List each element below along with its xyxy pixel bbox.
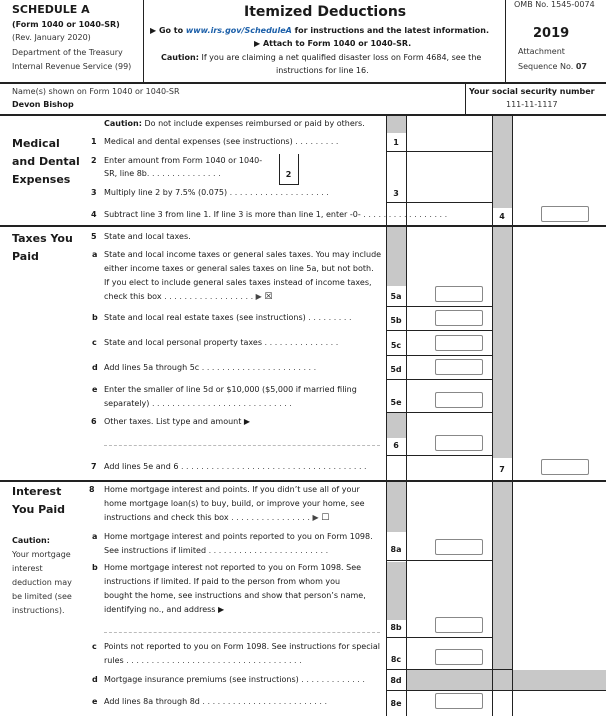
line-5a-text-2: either income taxes or general sales taxes on line 5a, but not both. [104, 264, 374, 273]
line-7-dots: . . . . . . . . . . . . . . . . . . . . . . . . . . . . . . . . . . . . . [178, 462, 367, 471]
line-8e-amount-input[interactable] [435, 693, 483, 709]
line-3-number: 3 [91, 188, 97, 197]
line-5b-label [104, 311, 352, 325]
line-5c-label [104, 336, 338, 350]
line-8d-dots: . . . . . . . . . . . . . [298, 675, 365, 684]
line-8b-text-2: instructions if limited. If paid to the person from whom you [104, 577, 341, 586]
line-8e-dots: . . . . . . . . . . . . . . . . . . . . . . . . . [199, 697, 328, 706]
interest-title-2: You Paid [12, 503, 66, 516]
sequence-label [518, 60, 587, 74]
line-5d-letter: d [92, 363, 98, 372]
line-7-number: 7 [91, 462, 97, 471]
form-reference: (Form 1040 or 1040-SR) [12, 20, 120, 29]
line-2-box-right [298, 154, 299, 184]
line-6-number: 6 [91, 417, 97, 426]
line-5d-dots: . . . . . . . . . . . . . . . . . . . . . . . [199, 363, 317, 372]
line-3-label [104, 186, 329, 200]
line-2-text: SR, line 8b [104, 169, 147, 178]
line-5e-text-2 [104, 397, 292, 411]
line-8c-letter: c [92, 642, 97, 651]
schedule-label: SCHEDULE A [12, 3, 90, 16]
line-8c-text-2 [104, 654, 302, 668]
line-5-number: 5 [91, 232, 97, 241]
form-header [0, 0, 606, 82]
line-8c-amount-input[interactable] [435, 649, 483, 665]
interest-caution-3: deduction may [12, 578, 72, 587]
line-5b-letter: b [92, 313, 98, 322]
mortgage-limit-checkbox[interactable]: ☐ [321, 513, 330, 523]
line-1-text: Medical and dental expenses (see instructions) [104, 137, 293, 146]
rule-8a [386, 560, 492, 561]
line-5a-text-1: State and local income taxes or general sales taxes. You may include [104, 250, 382, 259]
line-3-box-label: 3 [393, 189, 399, 198]
header-caution-text: If you are claiming a net qualified disaster loss on Form 4684, see the [198, 53, 482, 62]
inner-gray-column-mid [386, 226, 406, 286]
attachment-label: Attachment [518, 47, 565, 56]
line-2-label-b [104, 167, 221, 181]
line-8c-text-1: Points not reported to you on Form 1098. See instructions for special [104, 642, 380, 651]
line-8b-box-label: 8b [390, 623, 402, 632]
line-5a-check-text: check this box [104, 292, 162, 301]
line-3-dots: . . . . . . . . . . . . . . . . . . . . [227, 188, 329, 197]
taxes-title-2: Paid [12, 250, 39, 263]
line-8a-text: See instructions if limited [104, 546, 207, 555]
line-5c-dots: . . . . . . . . . . . . . . . [262, 338, 339, 347]
rule-1 [386, 151, 492, 152]
line-8a-text-1: Home mortgage interest and points reported to you on Form 1098. [104, 532, 373, 541]
line-5c-text: State and local personal property taxes [104, 338, 262, 347]
medical-title-3: Expenses [12, 173, 71, 186]
line-8-check-text: instructions and check this box [104, 513, 229, 522]
line-6-label: Other taxes. List type and amount ▶ [104, 417, 251, 426]
omb-number: OMB No. 1545-0074 [514, 0, 595, 9]
line-3-text: Multiply line 2 by 7.5% (0.075) [104, 188, 228, 197]
medical-title-2: and Dental [12, 155, 80, 168]
header-divider-right [505, 0, 506, 82]
interest-caution-4: be limited (see [12, 592, 72, 601]
taxes-bottom-rule [0, 480, 606, 482]
line-5c-amount-input[interactable] [435, 335, 483, 351]
header-caution-line2: instructions for line 16. [276, 66, 369, 75]
form-title: Itemized Deductions [244, 4, 407, 20]
line-5c-letter: c [92, 338, 97, 347]
line-5e-letter: e [92, 385, 98, 394]
line-8-dots: . . . . . . . . . . . . . . . . ▶ [228, 513, 319, 522]
line-5b-box-label: 5b [390, 316, 402, 325]
rule-5c [386, 355, 492, 356]
line-8-text-1: Home mortgage interest and points. If you didn’t use all of your [104, 485, 360, 494]
interest-caution-label: Caution: [12, 536, 50, 545]
header-caution-label: Caution: [161, 53, 199, 62]
line-8b-amount-input[interactable] [435, 617, 483, 633]
line-8e-text: Add lines 8a through 8d [104, 697, 200, 706]
line-5e-dots: . . . . . . . . . . . . . . . . . . . . . . . . . . . . [149, 399, 292, 408]
line-5a-amount-input[interactable] [435, 286, 483, 302]
interest-caution-1: Your mortgage [12, 550, 71, 559]
line-6-box-label: 6 [393, 441, 399, 450]
line-5e-amount-input[interactable] [435, 392, 483, 408]
line-2-dots: . . . . . . . . . . . . . . . [146, 169, 221, 178]
line-8b-letter: b [92, 563, 98, 572]
line-5b-dots: . . . . . . . . . [305, 313, 352, 322]
outer-gray-column-b [492, 226, 512, 458]
taxes-title-1: Taxes You [12, 232, 73, 245]
outer-gray-column-a [492, 116, 512, 208]
medical-bottom-rule [0, 225, 606, 227]
line-5a-dots: . . . . . . . . . . . . . . . . . . ▶ [161, 292, 262, 301]
line-6-amount-input[interactable] [435, 435, 483, 451]
interest-caution-2: interest [12, 564, 43, 573]
line-8d-text: Mortgage insurance premiums (see instructions) [104, 675, 299, 684]
line-5d-amount-input[interactable] [435, 359, 483, 375]
line-1-number: 1 [91, 137, 97, 146]
sales-tax-checkbox[interactable]: ☒ [264, 292, 273, 302]
ssn-value[interactable]: 111-11-1117 [506, 100, 558, 109]
line-8b-text-1: Home mortgage interest not reported to you on Form 1098. See [104, 563, 362, 572]
rule-8b [386, 637, 492, 638]
line-2-box-left [279, 154, 280, 184]
department-label: Department of the Treasury [12, 48, 123, 57]
tax-year: 2019 [533, 26, 570, 41]
inner-gray-column-top [386, 116, 406, 133]
irs-label: Internal Revenue Service (99) [12, 62, 132, 71]
line-5e-box-label: 5e [390, 398, 402, 407]
rule-5a [386, 306, 492, 307]
revision-date: (Rev. January 2020) [12, 33, 91, 42]
interest-caution-5: instructions). [12, 606, 65, 615]
sequence-text: Sequence No. [518, 62, 576, 71]
line-8a-text-2 [104, 544, 328, 558]
line-4-dots: . . . . . . . . . . . . . . . . . [360, 210, 448, 219]
line-8a-dots: . . . . . . . . . . . . . . . . . . . . . . . . [206, 546, 329, 555]
line-8b-text-4: identifying no., and address ▶ [104, 605, 225, 614]
interest-title-1: Interest [12, 485, 62, 498]
rule-2 [279, 184, 299, 185]
line-1-label [104, 135, 338, 149]
line-4-number: 4 [91, 210, 97, 219]
line-6-entry-line-1[interactable] [104, 445, 380, 446]
line-8d-box-label: 8d [390, 676, 402, 685]
line-5b-text: State and local real estate taxes (see instructions) [104, 313, 306, 322]
line-8-text-3 [104, 511, 329, 525]
line-5a-letter: a [92, 250, 98, 259]
medical-title-1: Medical [12, 137, 60, 150]
line-1-dots: . . . . . . . . . [292, 137, 339, 146]
line-4-amount-input[interactable] [541, 206, 589, 222]
line-5b-amount-input[interactable] [435, 310, 483, 326]
line-2-label-a: Enter amount from Form 1040 or 1040- [104, 156, 263, 165]
col-line-d [512, 116, 513, 716]
rule-6 [386, 455, 492, 456]
line-5-label: State and local taxes. [104, 232, 191, 241]
line-8a-amount-input[interactable] [435, 539, 483, 555]
goto-instructions [150, 24, 489, 38]
line-8-number: 8 [89, 485, 95, 494]
line-7-text: Add lines 5e and 6 [104, 462, 179, 471]
medical-caution-text: Do not include expenses reimbursed or paid by others. [141, 119, 365, 128]
name-bottom-rule [0, 114, 606, 116]
ssn-label: Your social security number [469, 87, 595, 96]
line-2-box-label: 2 [285, 170, 292, 179]
line-7-label [104, 460, 367, 474]
line-8-text-2: home mortgage loan(s) to buy, build, or improve your home, see [104, 499, 365, 508]
rule-8d [386, 690, 606, 691]
line-8e-letter: e [92, 697, 98, 706]
line-8d-letter: d [92, 675, 98, 684]
line-4-label [104, 208, 447, 222]
line-8a-letter: a [92, 532, 98, 541]
medical-caution [104, 117, 365, 131]
gray-8d-right [406, 670, 606, 690]
rule-3 [386, 202, 492, 203]
line-8c-text: rules [104, 656, 124, 665]
attach-instruction: ▶ Attach to Form 1040 or 1040-SR. [254, 39, 412, 48]
rule-5d [386, 379, 492, 380]
inner-gray-column-interest [386, 482, 406, 532]
line-5a-text-3: If you elect to include general sales taxes instead of income taxes, [104, 278, 372, 287]
line-7-amount-input[interactable] [541, 459, 589, 475]
sequence-number: 07 [575, 62, 587, 71]
outer-gray-column-c [492, 482, 512, 670]
rule-5e [386, 412, 492, 413]
inner-gray-column-6 [386, 412, 406, 438]
line-5e-text-1: Enter the smaller of line 5d or $10,000 ($5,000 if married filing [104, 385, 357, 394]
rule-8c [386, 669, 512, 670]
medical-caution-label: Caution: [104, 119, 142, 128]
line-1-box-label: 1 [393, 138, 399, 147]
col-line-b [406, 116, 407, 716]
line-8c-box-label: 8c [390, 655, 402, 664]
line-8e-box-label: 8e [390, 699, 402, 708]
line-5a-box-label: 5a [390, 292, 402, 301]
col-line-c [492, 116, 493, 716]
inner-gray-column-8b [386, 562, 406, 620]
goto-suffix: for instructions and the latest information. [291, 26, 490, 35]
line-8a-box-label: 8a [390, 545, 402, 554]
line-8b-entry-line[interactable] [104, 632, 380, 633]
line-5a-text-4 [104, 290, 272, 304]
irs-link[interactable]: www.irs.gov/ScheduleA [185, 26, 292, 35]
header-bottom-rule [0, 82, 606, 84]
line-5d-text: Add lines 5a through 5c [104, 363, 200, 372]
line-4-text: Subtract line 3 from line 1. If line 3 is more than line 1, enter -0- [104, 210, 361, 219]
line-5d-label [104, 361, 316, 375]
goto-prefix: ▶ Go to [150, 26, 186, 35]
header-caution [161, 51, 481, 65]
ssn-divider [465, 82, 466, 114]
line-8c-dots: . . . . . . . . . . . . . . . . . . . . . . . . . . . . . . . . . . . [123, 656, 302, 665]
line-8d-label [104, 673, 365, 687]
line-2-number: 2 [91, 156, 97, 165]
header-divider-left [143, 0, 144, 82]
line-5d-box-label: 5d [390, 365, 402, 374]
line-5e-text: separately) [104, 399, 150, 408]
line-5c-box-label: 5c [390, 341, 402, 350]
taxpayer-name[interactable]: Devon Bishop [12, 100, 74, 109]
rule-5b [386, 330, 492, 331]
line-7-box-label: 7 [499, 465, 505, 474]
line-4-box-label: 4 [499, 212, 505, 221]
line-8e-label [104, 695, 327, 709]
line-8b-text-3: bought the home, see instructions and show that person’s name, [104, 591, 366, 600]
name-label: Name(s) shown on Form 1040 or 1040-SR [12, 87, 180, 96]
